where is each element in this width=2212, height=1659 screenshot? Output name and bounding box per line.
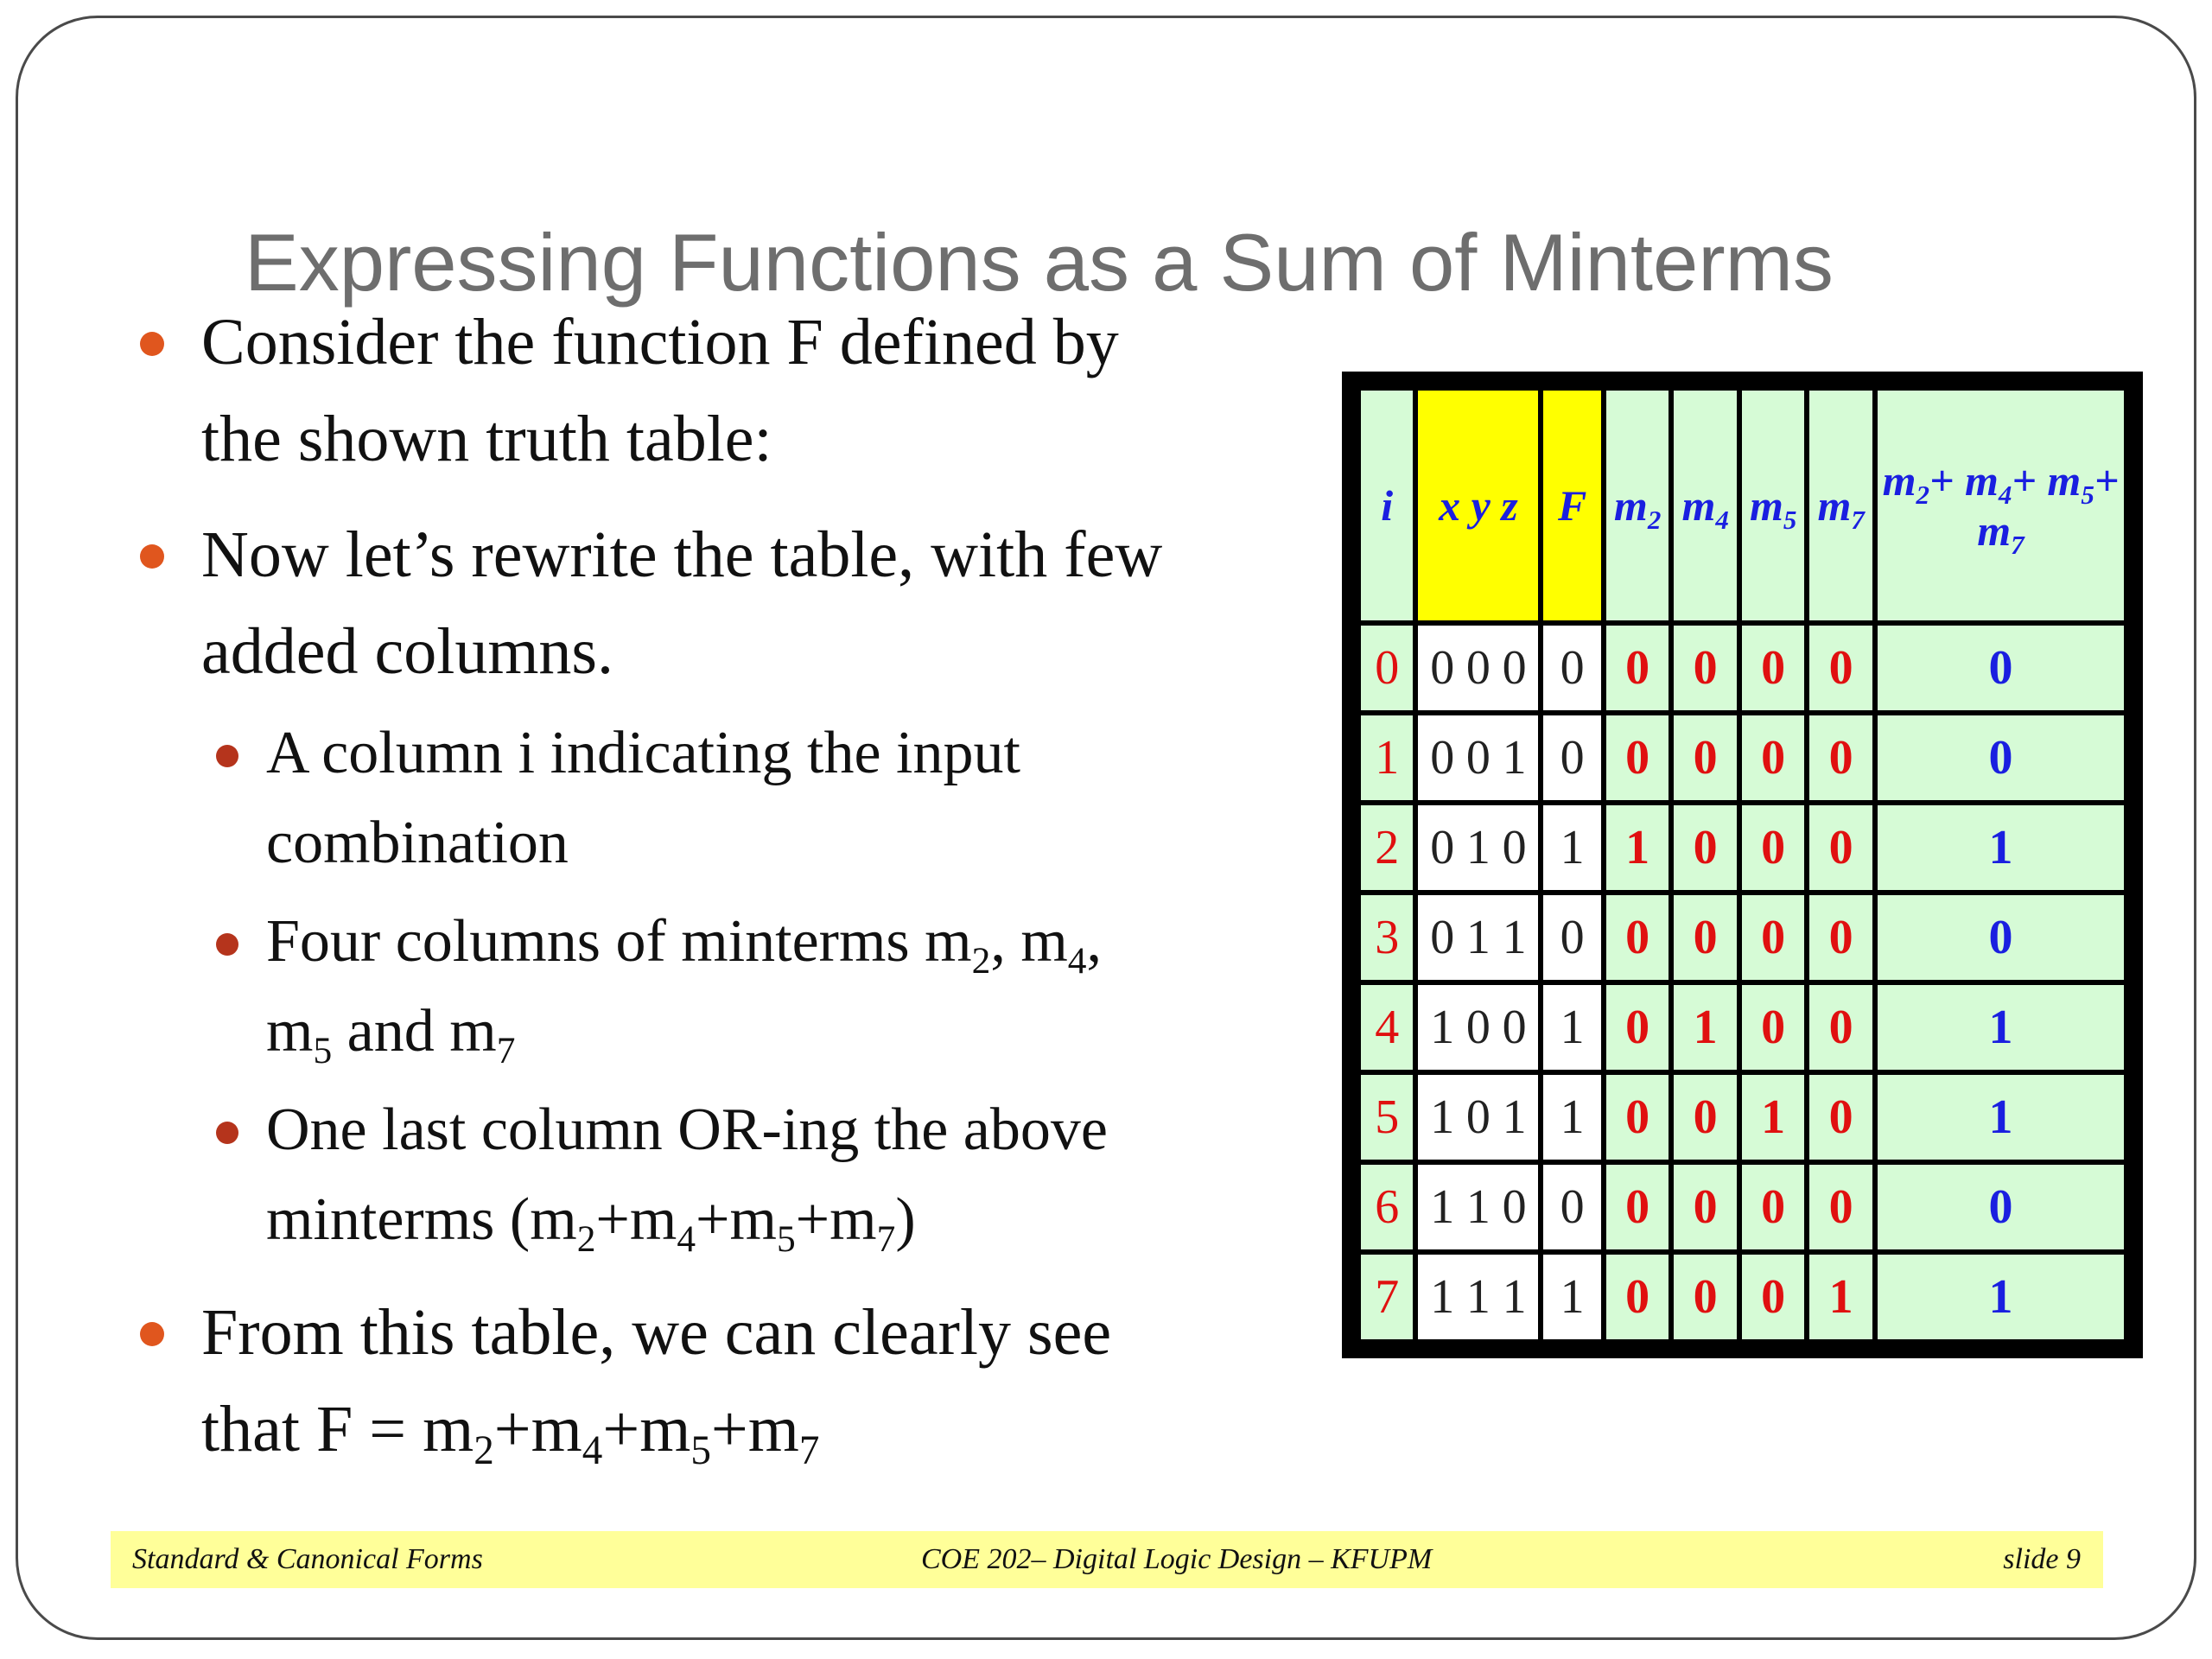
cell-m7: 0 [1809,1165,1872,1249]
cell-y: 0 [1465,731,1491,785]
bullet-list [130,294,1287,1478]
header-m2: $m_2$ [1606,391,1669,620]
table-row [1361,1165,2124,1249]
cell-m5: 0 [1742,715,1805,800]
cell-y: 0 [1465,1001,1491,1054]
cell-i: 0 [1361,626,1413,710]
slide-title: Expressing Functions as a Sum of Minterms [245,217,1834,308]
cell-m5: 0 [1742,805,1805,890]
cell-x: 1 [1430,1001,1455,1054]
cell-or-sum: 1 [1878,985,2124,1070]
cell-m4: 0 [1674,715,1737,800]
cell-z: 1 [1502,731,1527,785]
cell-m4: 0 [1674,895,1737,980]
cell-m2: 0 [1606,1255,1669,1339]
cell-or-sum: 1 [1878,1255,2124,1339]
cell-F: 1 [1543,1075,1600,1160]
table-header-row [1361,391,2124,620]
cell-z: 1 [1502,1270,1527,1324]
cell-m5: 0 [1742,1165,1805,1249]
truth-table-body [1361,626,2124,1339]
cell-m2: 0 [1606,985,1669,1070]
table-row [1361,1075,2124,1160]
cell-F: 1 [1543,1255,1600,1339]
cell-z: 0 [1502,821,1527,874]
cell-or-sum: 1 [1878,805,2124,890]
cell-i: 2 [1361,805,1413,890]
cell-y: 0 [1465,641,1491,695]
cell-m2: 0 [1606,1165,1669,1249]
cell-m2: 0 [1606,1075,1669,1160]
cell-m5: 1 [1742,1075,1805,1160]
header-F: F [1543,391,1600,620]
sub-bullet-minterm-columns: Four columns of minterms $m_2$, $m_4$, $m_5$ and $m_7$ [130,897,1287,1077]
table-row [1361,985,2124,1070]
header-i: i [1361,391,1413,620]
sub-bullet-column-i: A column i indicating the input combination [130,709,1287,888]
header-m7: $m_7$ [1809,391,1872,620]
cell-m2: 0 [1606,895,1669,980]
cell-m4: 0 [1674,626,1737,710]
cell-or-sum: 0 [1878,626,2124,710]
bullet-conclusion: From this table, we can clearly see that $F = m_2+m_4+m_5+m_7$ [130,1284,1287,1478]
cell-z: 1 [1502,911,1527,964]
bullet-rewrite: Now let’s rewrite the table, with few added columns. [130,506,1287,700]
cell-i: 4 [1361,985,1413,1070]
cell-x: 1 [1430,1270,1455,1324]
truth-table [1356,385,2129,1344]
cell-m7: 1 [1809,1255,1872,1339]
slide-footer [111,1531,2103,1588]
cell-i: 6 [1361,1165,1413,1249]
sub-bullet-or-column: One last column OR-ing the above minterms $(m_2+m_4+m_5+m_7)$ [130,1085,1287,1265]
cell-xyz [1418,1165,1538,1249]
cell-xyz [1418,715,1538,800]
cell-xyz [1418,805,1538,890]
cell-m5: 0 [1742,985,1805,1070]
cell-F: 1 [1543,985,1600,1070]
header-m4: $m_4$ [1674,391,1737,620]
cell-y: 0 [1465,1090,1491,1144]
cell-i: 5 [1361,1075,1413,1160]
cell-F: 1 [1543,805,1600,890]
cell-z: 0 [1502,641,1527,695]
table-row [1361,1255,2124,1339]
cell-m2: 0 [1606,626,1669,710]
cell-x: 0 [1430,641,1455,695]
cell-F: 0 [1543,626,1600,710]
cell-x: 1 [1430,1180,1455,1234]
cell-y: 1 [1465,1270,1491,1324]
cell-F: 0 [1543,715,1600,800]
cell-z: 1 [1502,1090,1527,1144]
cell-m4: 0 [1674,1165,1737,1249]
cell-y: 1 [1465,1180,1491,1234]
cell-m4: 0 [1674,1255,1737,1339]
cell-m7: 0 [1809,1075,1872,1160]
cell-or-sum: 0 [1878,715,2124,800]
cell-m5: 0 [1742,626,1805,710]
cell-m4: 0 [1674,805,1737,890]
table-row [1361,715,2124,800]
cell-x: 1 [1430,1090,1455,1144]
cell-x: 0 [1430,821,1455,874]
cell-xyz [1418,985,1538,1070]
cell-m7: 0 [1809,626,1872,710]
footer-course: COE 202– Digital Logic Design – KFUPM [921,1543,1433,1575]
cell-or-sum: 1 [1878,1075,2124,1160]
cell-xyz [1418,1255,1538,1339]
cell-or-sum: 0 [1878,895,2124,980]
cell-m4: 1 [1674,985,1737,1070]
bullet-consider: Consider the function F defined by the shown truth table: [130,294,1287,487]
cell-m7: 0 [1809,985,1872,1070]
header-xyz: x y z [1418,391,1538,620]
table-row [1361,895,2124,980]
cell-m7: 0 [1809,895,1872,980]
truth-table-frame [1342,372,2143,1358]
cell-y: 1 [1465,911,1491,964]
cell-z: 0 [1502,1001,1527,1054]
cell-z: 0 [1502,1180,1527,1234]
footer-slide-number: slide 9 [2003,1543,2081,1575]
table-row [1361,626,2124,710]
cell-F: 0 [1543,895,1600,980]
cell-F: 0 [1543,1165,1600,1249]
cell-i: 1 [1361,715,1413,800]
cell-x: 0 [1430,911,1455,964]
cell-m7: 0 [1809,805,1872,890]
cell-i: 3 [1361,895,1413,980]
cell-y: 1 [1465,821,1491,874]
cell-m7: 0 [1809,715,1872,800]
cell-x: 0 [1430,731,1455,785]
cell-xyz [1418,626,1538,710]
cell-m5: 0 [1742,1255,1805,1339]
cell-m2: 0 [1606,715,1669,800]
header-or-sum: $m_2+ m_4+ m_5+ m_7$ [1878,391,2124,620]
cell-or-sum: 0 [1878,1165,2124,1249]
cell-m5: 0 [1742,895,1805,980]
footer-topic: Standard & Canonical Forms [132,1543,483,1575]
cell-m2: 1 [1606,805,1669,890]
header-m5: $m_5$ [1742,391,1805,620]
cell-m4: 0 [1674,1075,1737,1160]
table-row [1361,805,2124,890]
cell-xyz [1418,1075,1538,1160]
cell-i: 7 [1361,1255,1413,1339]
cell-xyz [1418,895,1538,980]
